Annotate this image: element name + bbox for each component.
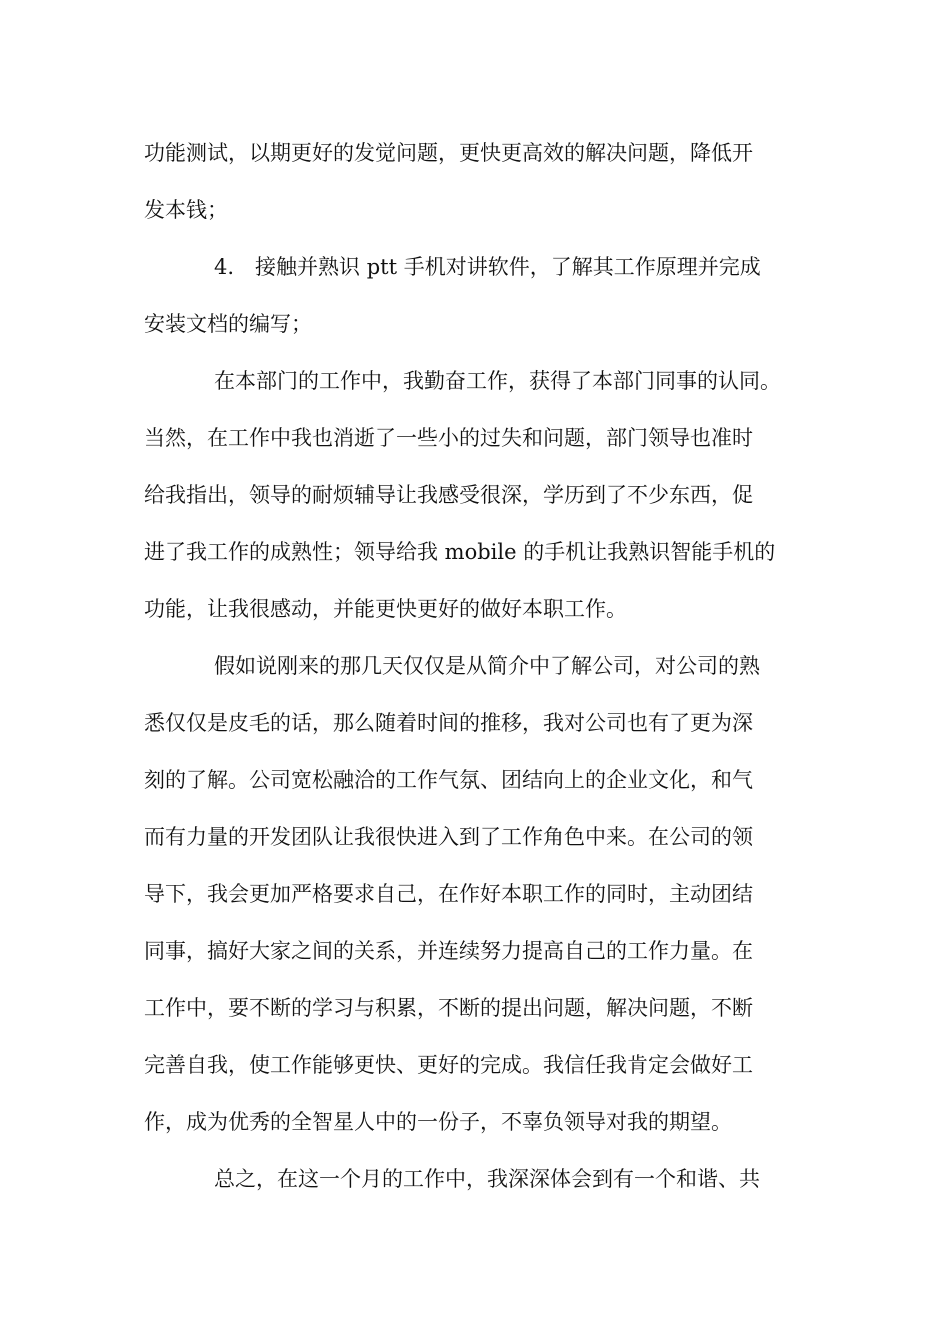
text-line: 功能，让我很感动，并能更快更好的做好本职工作。: [144, 597, 627, 621]
text-line: 而有力量的开发团队让我很快进入到了工作角色中来。在公司的领: [144, 825, 753, 849]
paragraph-start: 在本部门的工作中，我勤奋工作，获得了本部门同事的认同。: [214, 369, 781, 393]
text-line: 完善自我，使工作能够更快、更好的完成。我信任我肯定会做好工: [144, 1053, 753, 1077]
paragraph-start: 假如说刚来的那几天仅仅是从简介中了解公司，对公司的熟: [214, 654, 760, 678]
text-line: 同事，搞好大家之间的关系，并连续努力提高自己的工作力量。在: [144, 939, 753, 963]
text-line: 刻的了解。公司宽松融洽的工作气氛、团结向上的企业文化，和气: [144, 768, 753, 792]
text-line: 功能测试，以期更好的发觉问题，更快更高效的解决问题，降低开: [144, 141, 753, 165]
text-line: 安装文档的编写；: [144, 312, 312, 336]
text-line: 作，成为优秀的全智星人中的一份子，不辜负领导对我的期望。: [144, 1110, 732, 1134]
text-line: 发本钱；: [144, 198, 228, 222]
text-line: 给我指出，领导的耐烦辅导让我感受很深，学历到了不少东西，促: [144, 483, 753, 507]
text-line: 导下，我会更加严格要求自己，在作好本职工作的同时，主动团结: [144, 882, 753, 906]
text-line: 进了我工作的成熟性；领导给我 mobile 的手机让我熟识智能手机的: [144, 540, 776, 564]
text-line: 悉仅仅是皮毛的话，那么随着时间的推移，我对公司也有了更为深: [144, 711, 753, 735]
text-line: 当然，在工作中我也消逝了一些小的过失和问题，部门领导也准时: [144, 426, 753, 450]
list-item-4: 4. 接触并熟识 ptt 手机对讲软件，了解其工作原理并完成: [214, 255, 761, 279]
paragraph-start: 总之，在这一个月的工作中，我深深体会到有一个和谐、共: [214, 1167, 760, 1191]
text-line: 工作中，要不断的学习与积累，不断的提出问题，解决问题，不断: [144, 996, 753, 1020]
